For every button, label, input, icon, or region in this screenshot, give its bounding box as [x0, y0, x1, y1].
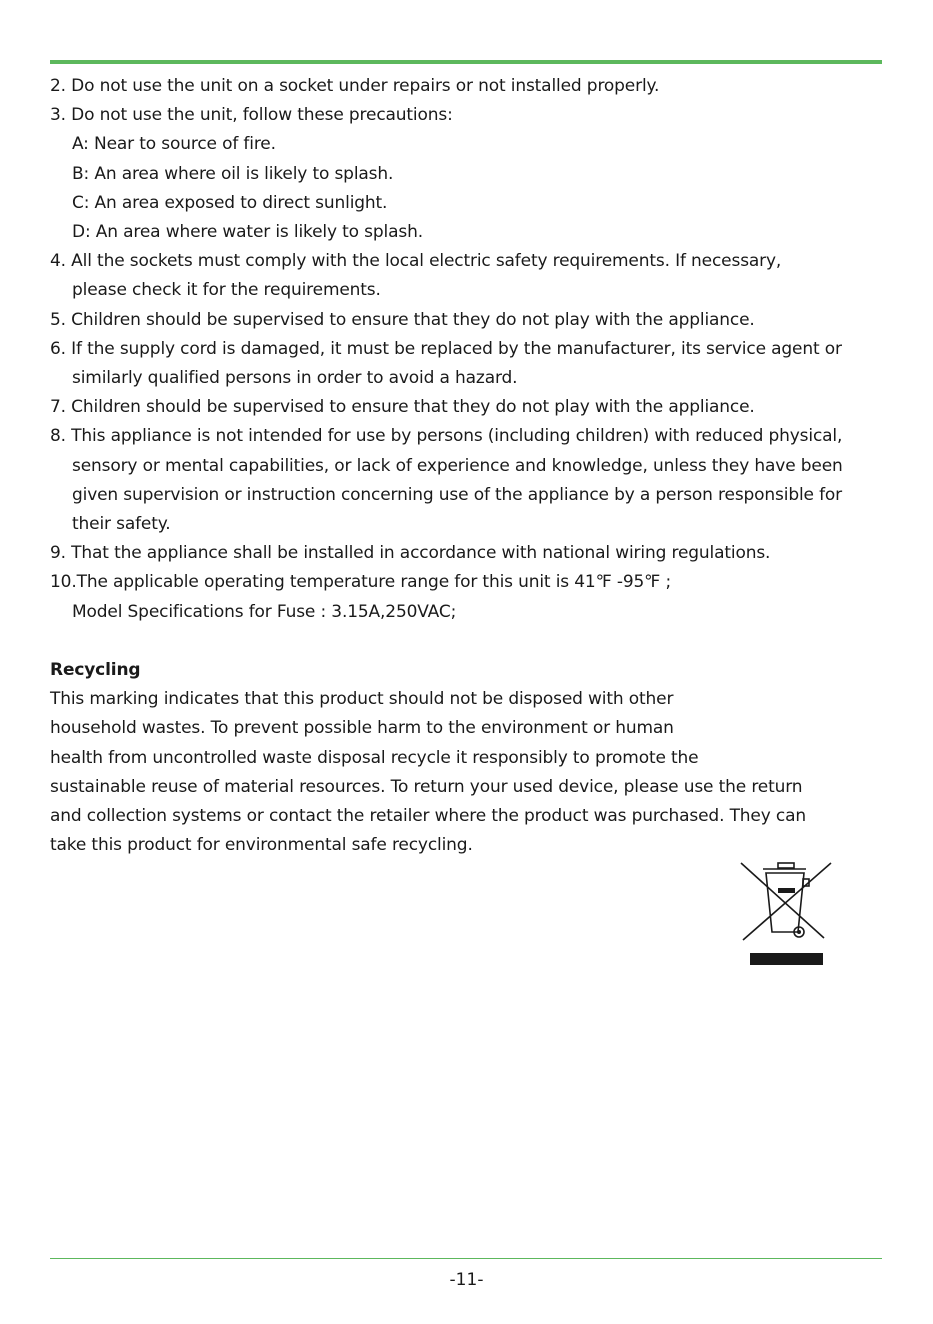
safety-item-3c: C: An area exposed to direct sunlight.: [72, 192, 388, 213]
weee-crossed-bin-icon: [738, 860, 834, 968]
safety-item-4-line-2: please check it for the requirements.: [72, 280, 381, 301]
safety-item-8-line-1: 8. This appliance is not intended for use by persons (including children) with reduced physical,: [50, 426, 843, 447]
recycling-text-line-4: sustainable reuse of material resources. To return your used device, please use the return: [50, 776, 803, 797]
bottom-divider: [50, 1258, 882, 1259]
safety-item-7: 7. Children should be supervised to ensure that they do not play with the appliance.: [50, 397, 755, 418]
page-number: -11-: [449, 1270, 484, 1290]
safety-item-8-line-2: sensory or mental capabilities, or lack of experience and knowledge, unless they have been: [72, 455, 843, 476]
recycling-text-line-6: take this product for environmental safe recycling.: [50, 835, 473, 856]
safety-item-10-line-1: 10.The applicable operating temperature range for this unit is 41℉ -95℉ ;: [50, 572, 672, 593]
section-spacer: [50, 627, 890, 656]
safety-item-5: 5. Children should be supervised to ensure that they do not play with the appliance.: [50, 309, 755, 330]
safety-item-10-line-2: Model Specifications for Fuse : 3.15A,250VAC;: [72, 601, 457, 622]
safety-item-3d: D: An area where water is likely to splash.: [72, 222, 423, 243]
safety-item-2: 2. Do not use the unit on a socket under repairs or not installed properly.: [50, 76, 660, 96]
safety-item-8-line-3: given supervision or instruction concerning use of the appliance by a person responsible for: [72, 484, 843, 505]
safety-item-9: 9. That the appliance shall be installed in accordance with national wiring regulations.: [50, 543, 771, 564]
top-divider: [50, 60, 882, 64]
safety-item-3a: A: Near to source of fire.: [72, 134, 276, 155]
safety-item-8-line-4: their safety.: [72, 514, 171, 535]
recycling-heading: Recycling: [50, 660, 141, 681]
safety-item-3: 3. Do not use the unit, follow these precautions:: [50, 105, 453, 126]
page-content: [50, 72, 890, 860]
safety-item-6-line-1: 6. If the supply cord is damaged, it must be replaced by the manufacturer, its service agent or: [50, 338, 842, 359]
recycling-text-line-5: and collection systems or contact the retailer where the product was purchased. They can: [50, 806, 806, 827]
recycling-text-line-2: household wastes. To prevent possible harm to the environment or human: [50, 718, 674, 739]
safety-item-4-line-1: 4. All the sockets must comply with the local electric safety requirements. If necessary,: [50, 251, 782, 272]
recycling-text-line-1: This marking indicates that this product should not be disposed with other: [50, 689, 674, 710]
safety-item-3b: B: An area where oil is likely to splash.: [72, 163, 394, 184]
recycling-text-line-3: health from uncontrolled waste disposal recycle it responsibly to promote the: [50, 747, 699, 768]
safety-item-6-line-2: similarly qualified persons in order to avoid a hazard.: [72, 368, 518, 389]
